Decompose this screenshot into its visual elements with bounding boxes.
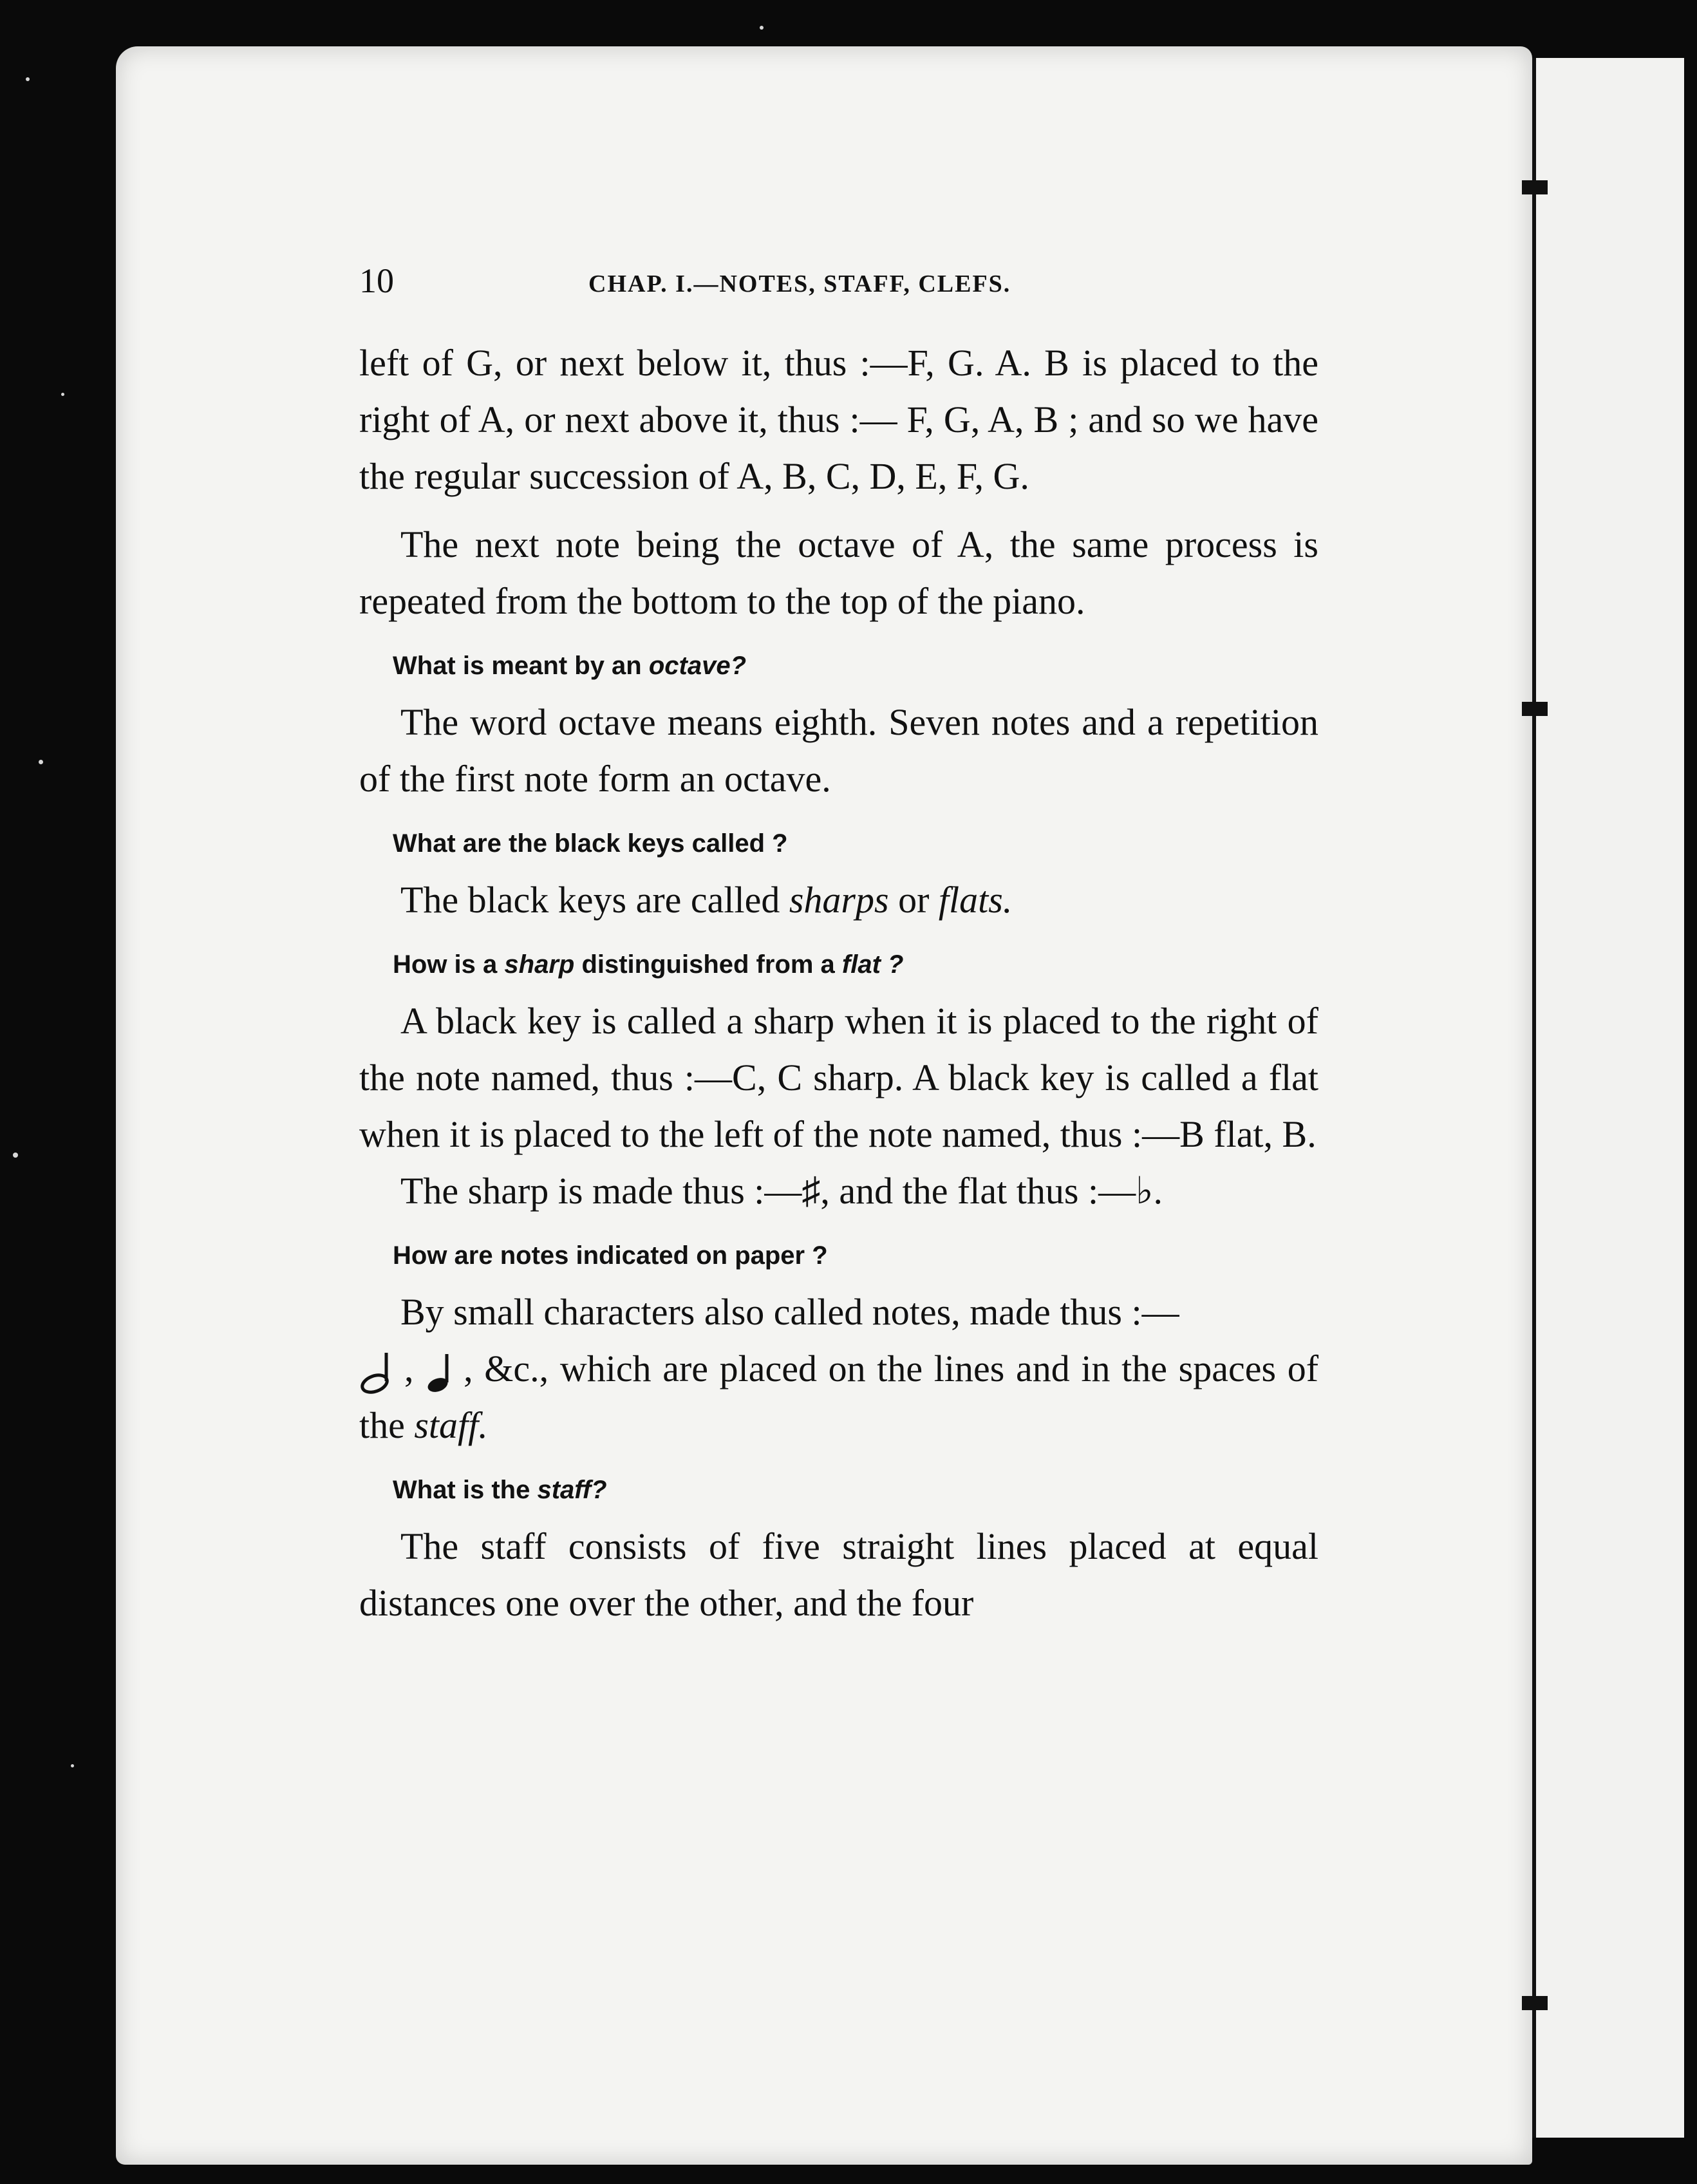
scan-speck [13, 1153, 18, 1158]
page-number: 10 [359, 261, 394, 300]
running-head: CHAP. I.—NOTES, STAFF, CLEFS. [588, 270, 1011, 297]
flat-symbol: ♭ [1136, 1170, 1154, 1212]
scan-speck [760, 26, 764, 30]
paragraph: The black keys are called sharps or flats. [400, 879, 1013, 921]
paragraph: The sharp is made thus :—♯, and the flat thus :—♭. [400, 1170, 1163, 1212]
scan-speck [39, 760, 43, 764]
quarter-note-icon [425, 1350, 464, 1395]
paragraph: By small characters also called notes, made thus :— , , &c., which are placed on the lines and in the spaces of the staff. [359, 1291, 1319, 1446]
half-note-icon [359, 1350, 404, 1395]
paragraph: A black key is called a sharp when it is placed to the right of the note named, thus :—C, C sharp. A black key is called a flat when it is placed to the left of the note named, thus :—B flat, B. [359, 1000, 1318, 1155]
scan-speck [26, 77, 30, 81]
page-header [359, 261, 1318, 299]
page-body [359, 335, 1318, 1632]
question-heading: How are notes indicated on paper ? [393, 1241, 828, 1270]
scan-speck [71, 1764, 74, 1767]
paragraph: The word octave means eighth. Seven notes and a repetition of the first note form an octave. [359, 701, 1318, 800]
question-heading: What are the black keys called ? [393, 829, 788, 858]
paragraph: left of G, or next below it, thus :—F, G. A. B is placed to the right of A, or next above it, thus :— F, G, A, B ; and so we have the regular succession of A, B, C, D, E, F, G. [359, 342, 1318, 497]
paragraph: The staff consists of five straight lines placed at equal distances one over the other, and the four [359, 1525, 1318, 1624]
binding-mark [1522, 180, 1548, 194]
paragraph: The next note being the octave of A, the same process is repeated from the bottom to the top of the piano. [359, 523, 1318, 622]
next-page-edge [1532, 58, 1684, 2138]
scan-speck [61, 393, 64, 396]
question-heading: How is a sharp distinguished from a flat ? [393, 950, 904, 979]
sharp-symbol: ♯ [802, 1170, 821, 1212]
question-heading: What is meant by an octave? [393, 652, 747, 680]
question-heading: What is the staff? [393, 1476, 607, 1504]
binding-mark [1522, 1996, 1548, 2010]
binding-mark [1522, 702, 1548, 716]
